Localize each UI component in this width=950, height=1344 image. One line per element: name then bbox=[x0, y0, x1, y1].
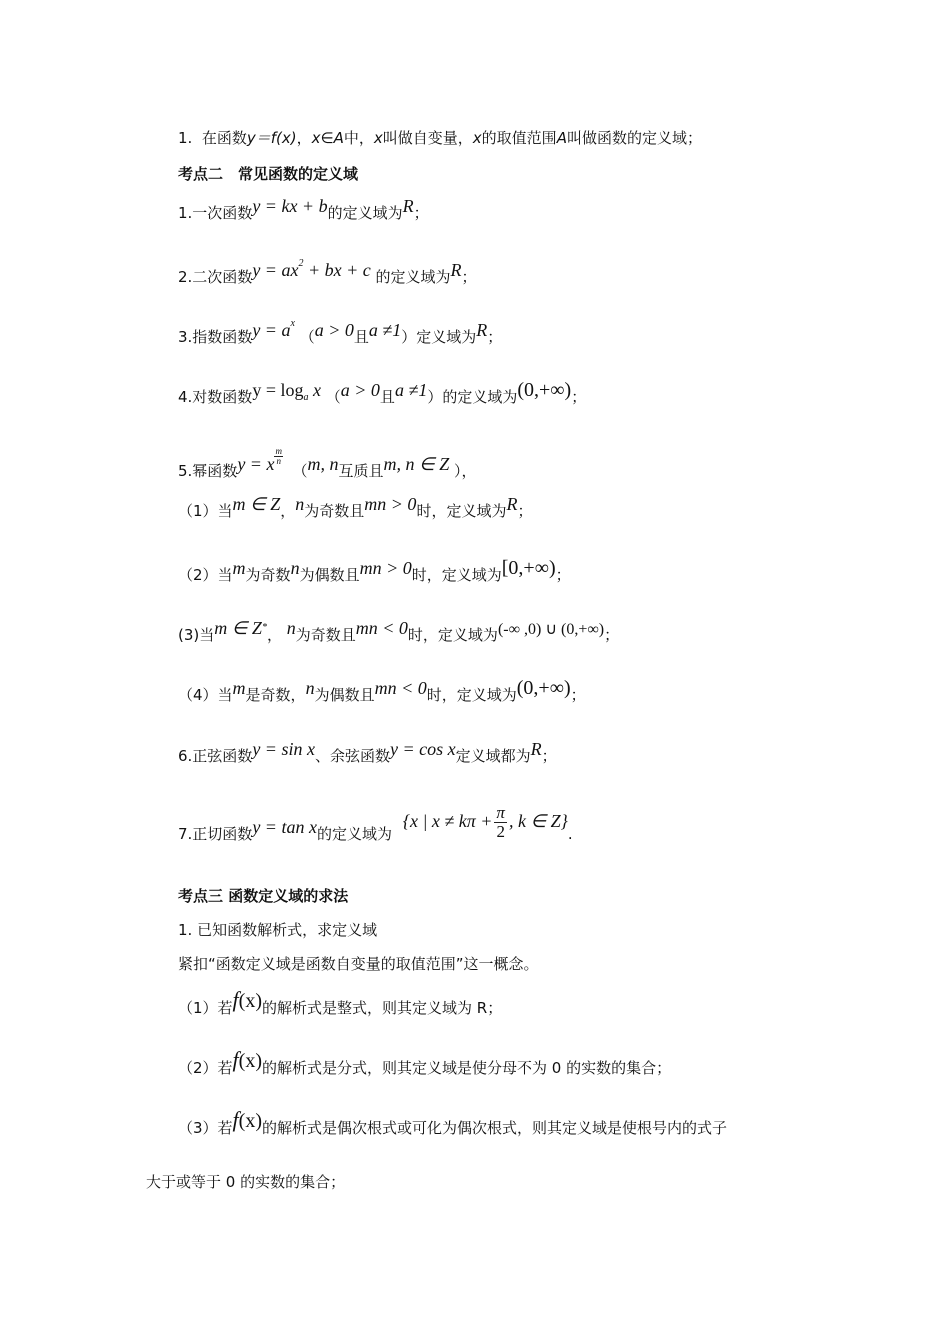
linear-function-line bbox=[178, 196, 429, 223]
set: (0,+∞) bbox=[517, 379, 572, 401]
text: 是奇数， bbox=[245, 686, 306, 704]
text: 为偶数且 bbox=[299, 566, 360, 584]
trig-function-line bbox=[178, 739, 557, 766]
quadratic-function-line bbox=[178, 258, 477, 290]
text: （2）当 bbox=[178, 566, 233, 584]
definition-line bbox=[178, 128, 702, 148]
denominator: 2 bbox=[496, 822, 505, 841]
power-case-3 bbox=[178, 618, 620, 648]
text: 的定义域为 bbox=[327, 204, 403, 222]
text: ， bbox=[266, 626, 282, 644]
condition: n bbox=[286, 618, 296, 638]
text: （ bbox=[325, 388, 341, 406]
case-radical bbox=[178, 1107, 728, 1138]
formula: x bbox=[308, 380, 321, 400]
text: （1）当 bbox=[178, 502, 233, 520]
text: 且 bbox=[353, 328, 369, 346]
condition: mn < 0 bbox=[374, 678, 427, 698]
formula: y = a bbox=[252, 320, 291, 340]
concept-line: 紧扣“函数定义域是函数自变量的取值范围”这一概念。 bbox=[178, 955, 539, 973]
text: 为奇数且 bbox=[295, 626, 356, 644]
text: 叫做自变量， bbox=[382, 129, 473, 147]
text: （ bbox=[299, 328, 315, 346]
text: ） bbox=[427, 388, 443, 406]
text: （ bbox=[292, 462, 308, 480]
text: 为奇数且 bbox=[304, 502, 365, 520]
formula: y = cos x bbox=[389, 739, 456, 759]
function-arg: (x) bbox=[238, 1050, 262, 1072]
formula: y = tan x bbox=[252, 817, 317, 837]
formula: y = sin x bbox=[252, 739, 315, 759]
text: 、余弦函数 bbox=[314, 747, 390, 765]
pi-over-2 bbox=[494, 804, 507, 841]
text: 的定义域为 bbox=[316, 825, 392, 843]
formula: y = kx + b bbox=[252, 196, 328, 216]
text: 且 bbox=[379, 388, 395, 406]
text: 定义域为 bbox=[416, 328, 477, 346]
set: {x | x ≠ kπ + bbox=[402, 811, 493, 831]
exponential-function-line bbox=[178, 318, 503, 350]
math: A bbox=[556, 129, 567, 147]
set: , k ∈ Z} bbox=[508, 811, 568, 831]
section-heading-3: 考点三 函数定义域的求法 bbox=[178, 887, 349, 905]
condition: mn > 0 bbox=[359, 558, 412, 578]
text: 1.一次函数 bbox=[178, 204, 253, 222]
text: ； bbox=[541, 747, 557, 765]
exponent: 2 bbox=[298, 258, 304, 269]
text: ； bbox=[413, 204, 429, 222]
function-arg: (x) bbox=[238, 1110, 262, 1132]
function-arg: (x) bbox=[238, 990, 262, 1012]
text: ； bbox=[604, 626, 620, 644]
log-base: a bbox=[303, 392, 309, 403]
superscript: * bbox=[261, 622, 267, 633]
exponent-fraction bbox=[274, 447, 283, 466]
math: x bbox=[373, 129, 383, 147]
power-function-line bbox=[178, 446, 477, 488]
text: ， bbox=[280, 502, 296, 520]
condition: m bbox=[232, 678, 246, 698]
formula: y = ax bbox=[252, 260, 299, 280]
function-name: f bbox=[232, 987, 239, 1012]
text: . bbox=[567, 825, 573, 843]
condition: n bbox=[295, 494, 305, 514]
text: 的定义域为 bbox=[442, 388, 518, 406]
formula: + bx + c bbox=[303, 260, 371, 280]
text: 的解析式是偶次根式或可化为偶次根式，则其定义域是使根号内的式子 bbox=[262, 1119, 728, 1137]
text: ； bbox=[517, 502, 533, 520]
item-number: 1. bbox=[178, 129, 193, 147]
power-case-2 bbox=[178, 557, 571, 585]
set: R bbox=[476, 320, 488, 340]
text: 的解析式是整式，则其定义域为 R； bbox=[262, 999, 503, 1017]
text: 4.对数函数 bbox=[178, 388, 253, 406]
set: R bbox=[402, 196, 414, 216]
condition: mn < 0 bbox=[355, 618, 408, 638]
math: x bbox=[472, 129, 482, 147]
function-name: f bbox=[232, 1107, 239, 1132]
condition: a ≠1 bbox=[394, 380, 428, 400]
condition: a > 0 bbox=[314, 320, 354, 340]
text: 为偶数且 bbox=[314, 686, 375, 704]
text: 的解析式是分式，则其定义域是使分母不为 0 的实数的集合； bbox=[262, 1059, 672, 1077]
tangent-function-line bbox=[178, 803, 573, 857]
text: 互质且 bbox=[338, 462, 384, 480]
condition: m, n ∈ Z bbox=[383, 454, 450, 474]
condition: m ∈ Z bbox=[214, 618, 262, 638]
set: (0,+∞) bbox=[516, 677, 571, 699]
set: R bbox=[506, 494, 518, 514]
text: ； bbox=[487, 328, 503, 346]
text: （4）当 bbox=[178, 686, 233, 704]
text: 的取值范围 bbox=[481, 129, 557, 147]
set: R bbox=[450, 260, 462, 280]
text: 的定义域为 bbox=[375, 268, 451, 286]
condition: m, n bbox=[307, 454, 339, 474]
method-subheading: 1. 已知函数解析式，求定义域 bbox=[178, 921, 378, 939]
text: 为奇数 bbox=[245, 566, 291, 584]
set: [0,+∞) bbox=[501, 557, 556, 579]
text: 3.指数函数 bbox=[178, 328, 253, 346]
formula: y = log bbox=[252, 380, 304, 400]
condition: m bbox=[232, 558, 246, 578]
formula: y = x bbox=[237, 454, 275, 474]
case-fraction bbox=[178, 1047, 672, 1078]
text: 时，定义域为 bbox=[407, 626, 498, 644]
power-case-4 bbox=[178, 677, 586, 705]
text: 7.正切函数 bbox=[178, 825, 253, 843]
text: 2.二次函数 bbox=[178, 268, 253, 286]
logarithmic-function-line bbox=[178, 379, 587, 410]
text: 在函数 bbox=[201, 129, 247, 147]
set: R bbox=[530, 739, 542, 759]
text: （3）若 bbox=[178, 1119, 233, 1137]
power-case-1 bbox=[178, 494, 533, 521]
exponent-denominator: n bbox=[276, 456, 281, 466]
text: ， bbox=[296, 129, 312, 147]
text: ） bbox=[401, 328, 417, 346]
text: 时，定义域为 bbox=[411, 566, 502, 584]
math: x∈A bbox=[311, 129, 344, 147]
tangent-domain bbox=[403, 798, 568, 845]
text: ）， bbox=[454, 462, 477, 480]
text: 5.幂函数 bbox=[178, 462, 238, 480]
text: (3)当 bbox=[178, 626, 215, 644]
text: 6.正弦函数 bbox=[178, 747, 253, 765]
text: ； bbox=[571, 388, 587, 406]
text: （2）若 bbox=[178, 1059, 233, 1077]
text: 中， bbox=[343, 129, 374, 147]
condition: n bbox=[290, 558, 300, 578]
exponent: x bbox=[290, 318, 295, 329]
set: (-∞ ,0) ∪ (0,+∞) bbox=[497, 621, 605, 638]
condition: n bbox=[305, 678, 315, 698]
condition: m ∈ Z bbox=[232, 494, 281, 514]
text: ； bbox=[555, 566, 571, 584]
text: ； bbox=[461, 268, 477, 286]
condition: mn > 0 bbox=[364, 494, 417, 514]
math: y＝f(x) bbox=[246, 129, 297, 147]
condition: a ≠1 bbox=[368, 320, 402, 340]
condition: a > 0 bbox=[340, 380, 380, 400]
text: 时，定义域为 bbox=[426, 686, 517, 704]
text: （1）若 bbox=[178, 999, 233, 1017]
text: ； bbox=[570, 686, 586, 704]
numerator: π bbox=[496, 803, 505, 822]
text: 叫做函数的定义域； bbox=[566, 129, 702, 147]
section-heading-2: 考点二 常见函数的定义域 bbox=[178, 165, 359, 183]
text: 定义域都为 bbox=[455, 747, 531, 765]
text: 时，定义域为 bbox=[416, 502, 507, 520]
case-radical-continued: 大于或等于 0 的实数的集合； bbox=[146, 1173, 346, 1191]
case-polynomial bbox=[178, 987, 503, 1018]
exponent-numerator: m bbox=[275, 446, 282, 456]
function-name: f bbox=[232, 1047, 239, 1072]
